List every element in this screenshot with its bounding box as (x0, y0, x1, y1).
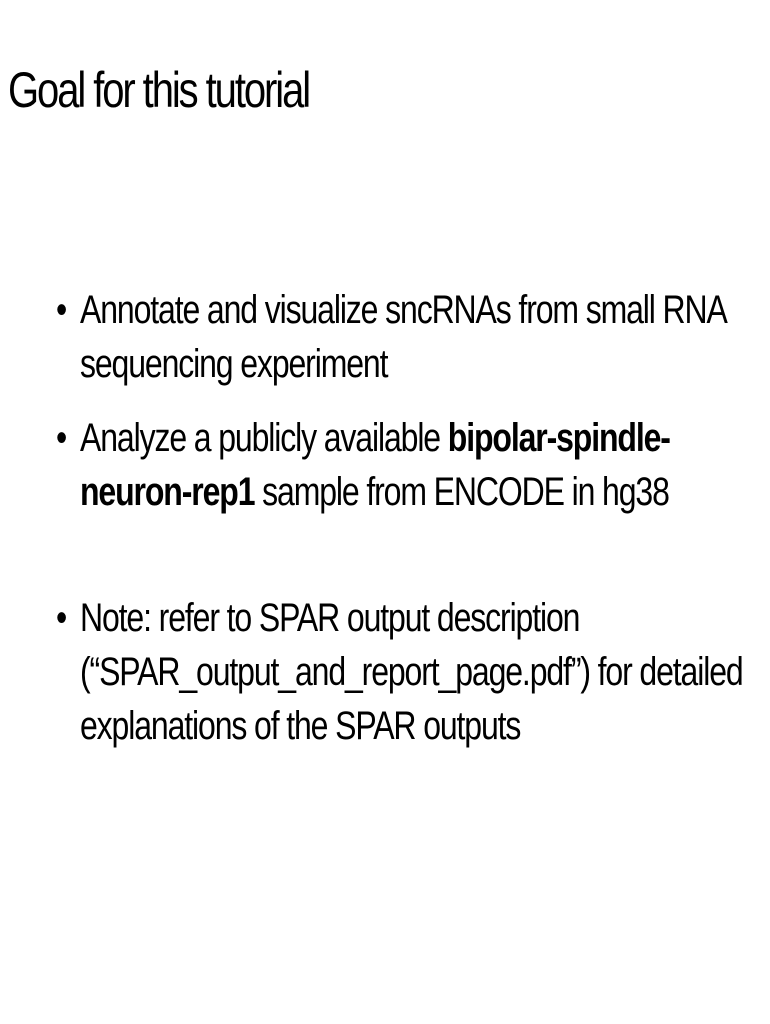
sample-name: bipolar-spindle-neuron-rep1 (80, 416, 670, 514)
bullet-item (56, 591, 752, 753)
bullet-text: sample from ENCODE in hg38 (254, 470, 669, 514)
slide-title: Goal for this tutorial (8, 62, 310, 118)
bullet-text: Analyze a publicly available (80, 416, 448, 460)
bullet-item (56, 411, 752, 519)
bullet-item (56, 283, 752, 391)
bullet-icon: • (56, 288, 67, 332)
bullet-text: Annotate and visualize sncRNAs from small RNA sequencing experiment (80, 288, 725, 386)
bullet-text: Note: refer to SPAR output description (“SPAR_output_and_report_page.pdf”) for detailed explanations of the SPAR outputs (80, 596, 743, 748)
bullet-list (56, 283, 752, 753)
bullet-icon: • (56, 416, 67, 460)
bullet-icon: • (56, 596, 67, 640)
